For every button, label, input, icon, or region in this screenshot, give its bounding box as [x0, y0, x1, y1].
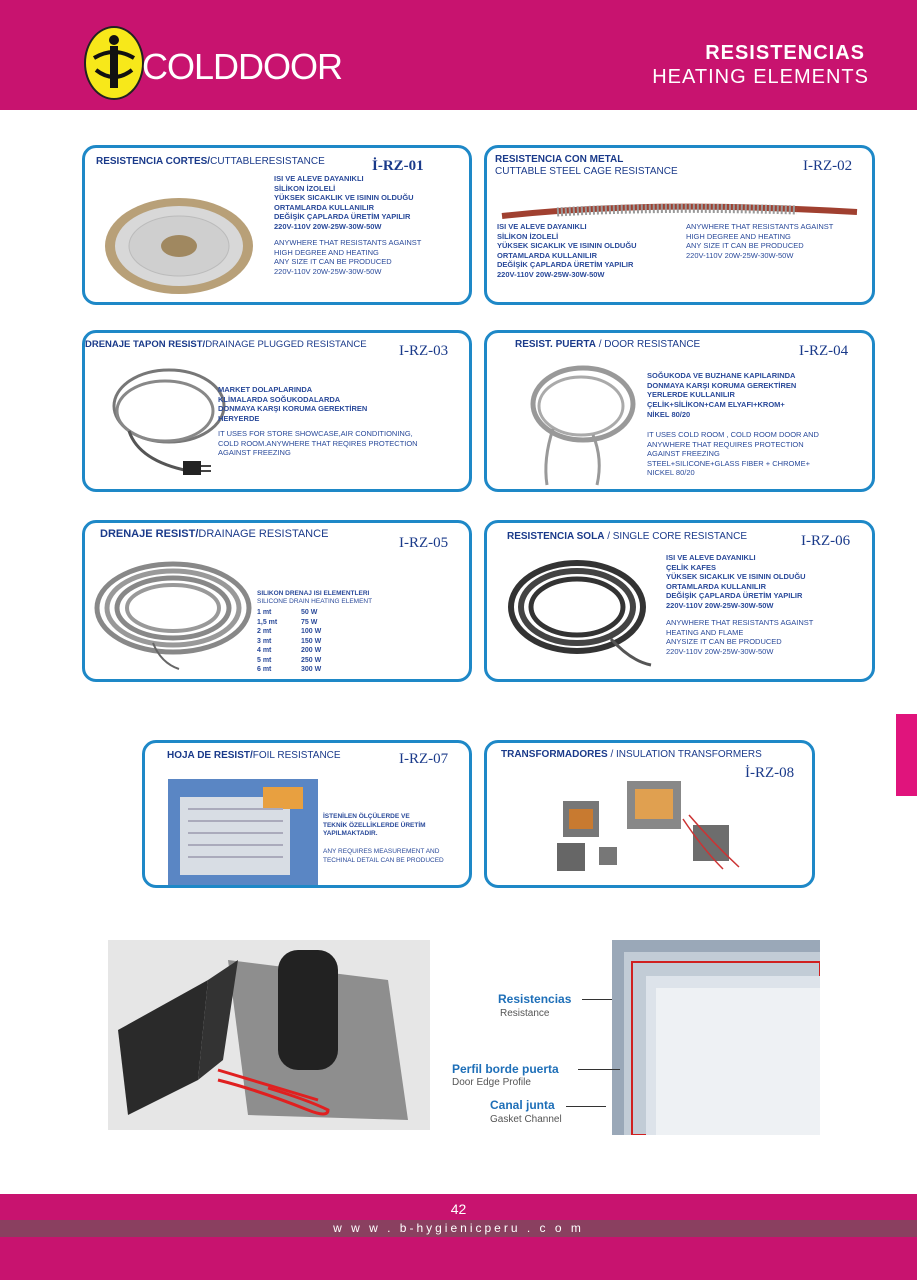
colddoor-logo-icon — [84, 26, 144, 100]
title-es: DRENAJE TAPON RESIST/ — [85, 339, 206, 350]
product-card-rz06 — [484, 520, 875, 682]
door-resistance-cable-image — [523, 359, 643, 489]
title-en: CUTTABLE STEEL CAGE RESISTANCE — [495, 166, 678, 177]
product-card-rz03 — [82, 330, 472, 492]
product-title — [495, 154, 678, 178]
leader-line — [582, 999, 612, 1000]
product-code: İ-RZ-01 — [372, 158, 424, 174]
leader-line — [578, 1069, 620, 1070]
door-profile-diagram — [580, 940, 820, 1135]
description-en: IT USES COLD ROOM , COLD ROOM DOOR AND ANYWHERE THAT REQUIRES PROTECTION AGAINST FREEZING STEEL+SILICONE+GLASS FIBER + CHROME+ NICKEL 80/20 — [647, 430, 819, 477]
product-card-rz08 — [484, 740, 815, 888]
foil-resistance-image — [168, 779, 318, 887]
title-en: / INSULATION TRANSFORMERS — [610, 749, 762, 760]
footer-band-bottom — [0, 1237, 917, 1280]
product-code: I-RZ-05 — [399, 535, 449, 551]
leader-line — [566, 1106, 606, 1107]
title-es: RESISTENCIA CON METAL — [495, 154, 624, 165]
title-en: CUTTABLERESISTANCE — [210, 156, 325, 167]
product-card-rz07 — [142, 740, 472, 888]
heading-tr: SILIKON DRENAJ ISI ELEMENTLERI — [257, 590, 370, 597]
description-tr: SOĞUKODA VE BUZHANE KAPILARINDA DONMAYA KARŞI KORUMA GEREKTİREN YERLERDE KULLANILIR — [647, 371, 797, 399]
title-en: / DOOR RESISTANCE — [598, 339, 701, 350]
title-es: RESISTENCIA CORTES/ — [96, 156, 211, 167]
description-en: IT USES FOR STORE SHOWCASE,AIR CONDITIONING, COLD ROOM.ANYWHERE THAT REQIRES PROTECTION AGAINST FREEZING — [218, 429, 418, 457]
product-title — [507, 531, 747, 542]
product-code: I-RZ-06 — [801, 533, 851, 549]
brand-name: COLDDOOR — [142, 46, 343, 87]
title-en: FOIL RESISTANCE — [252, 750, 341, 761]
transformers-image — [543, 779, 753, 879]
label-perfil-borde: Perfil borde puerta — [452, 1062, 559, 1076]
label-resistencias: Resistencias — [498, 992, 572, 1006]
title-en: DRAINAGE PLUGGED RESISTANCE — [205, 339, 367, 350]
product-card-rz02 — [484, 145, 875, 305]
section-title-es: RESISTENCIAS — [705, 42, 865, 64]
title-es: DRENAJE RESIST/ — [100, 528, 199, 540]
product-title — [100, 528, 328, 540]
description-tr: MARKET DOLAPLARINDA KLİMALARDA SOĞUKODALARDA DONMAYA KARŞI KORUMA GEREKTİREN HERYERDE — [218, 385, 368, 423]
floor-drainage-diagram — [108, 940, 430, 1130]
label-canal-junta: Canal junta — [490, 1098, 555, 1112]
title-es: RESIST. PUERTA — [515, 339, 596, 350]
label-door-edge: Door Edge Profile — [452, 1077, 531, 1088]
label-gasket-channel: Gasket Channel — [490, 1114, 562, 1125]
title-en: / SINGLE CORE RESISTANCE — [607, 531, 748, 542]
product-code: I-RZ-07 — [399, 751, 449, 767]
description-en: ANY REQUIRES MEASUREMENT AND TECHINAL DETAIL CAN BE PRODUCED — [323, 848, 444, 864]
description-tr: ISI VE ALEVE DAYANIKLI SİLİKON İZOLELİ YÜKSEK SICAKLIK VE ISININ OLDUĞU ORTAMLARDA KULLANILIR DEĞİŞİK ÇAPLARDA ÜRETİM YAPILIR 220V-110V 20W-25W-30W-50W — [274, 174, 414, 231]
drainage-plug-cable-image — [99, 361, 229, 489]
description-tr: ISI VE ALEVE DAYANIKLI ÇELİK KAFES YÜKSEK SICAKLIK VE ISININ OLDUĞU ORTAMLARDA KULLANILIR DEĞİŞİK ÇAPLARDA ÜRETİM YAPILIR 220V-110V 20W-25W-30W-50W — [666, 553, 806, 610]
drainage-cable-coil-image — [91, 553, 261, 678]
product-card-rz04 — [484, 330, 875, 492]
product-title — [515, 339, 700, 350]
product-title — [85, 339, 367, 350]
description-en: ANYWHERE THAT RESISTANTS AGAINST HIGH DEGREE AND HEATING ANY SIZE IT CAN BE PRODUCED 220V-110V 20W-25W-30W-50W — [686, 222, 834, 260]
label-resistance: Resistance — [500, 1008, 550, 1019]
product-title — [501, 749, 762, 760]
description-en: ANYWHERE THAT RESISTANTS AGAINST HIGH DEGREE AND HEATING ANY SIZE IT CAN BE PRODUCED 220V-110V 20W-25W-30W-50W — [274, 238, 422, 276]
description-materials-tr: ÇELİK+SİLİKON+CAM ELYAFI+KROM+ NİKEL 80/20 — [647, 400, 785, 419]
product-code: I-RZ-02 — [803, 158, 853, 174]
title-es: RESISTENCIA SOLA — [507, 531, 605, 542]
website-link[interactable]: w w w . b-hygienicperu . c o m — [333, 1221, 584, 1235]
title-en: DRAINAGE RESISTANCE — [198, 528, 329, 540]
description-en: ANYWHERE THAT RESISTANTS AGAINST HEATING AND FLAME ANYSIZE IT CAN BE PRODUCED 220V-110V 20W-25W-30W-50W — [666, 618, 814, 656]
description-tr: İSTENİLEN ÖLÇÜLERDE VE TEKNİK ÖZELLİKLERDE ÜRETİM YAPILMAKTADIR. — [323, 813, 426, 837]
page-number: 42 — [450, 1201, 467, 1217]
title-es: TRANSFORMADORES — [501, 749, 608, 760]
product-card-rz01 — [82, 145, 472, 305]
product-title — [96, 156, 325, 167]
product-code: I-RZ-03 — [399, 343, 449, 359]
section-tab-marker — [896, 714, 917, 796]
section-title-en: HEATING ELEMENTS — [652, 66, 869, 88]
product-code: I-RZ-04 — [799, 343, 849, 359]
single-core-cable-image — [501, 551, 661, 679]
heading-en: SILICONE DRAIN HEATING ELEMENT — [257, 598, 373, 605]
length-wattage-table: 1 mt 50 W 1,5 mt 75 W 2 mt 100 W 3 mt 150 W 4 mt 200 W 5 mt 250 W 6 mt 300 W — [257, 609, 322, 673]
product-title — [167, 750, 341, 761]
description-tr: ISI VE ALEVE DAYANIKLI SİLİKON İZOLELİ YÜKSEK SICAKLIK VE ISININ OLDUĞU ORTAMLARDA KULLANILIR DEĞİŞİK ÇAPLARDA ÜRETİM YAPILIR 220V-110V 20W-25W-30W-50W — [497, 222, 637, 279]
product-card-rz05 — [82, 520, 472, 682]
product-code: İ-RZ-08 — [745, 765, 795, 781]
title-es: HOJA DE RESIST/ — [167, 750, 253, 761]
cable-spool-image — [99, 188, 259, 298]
